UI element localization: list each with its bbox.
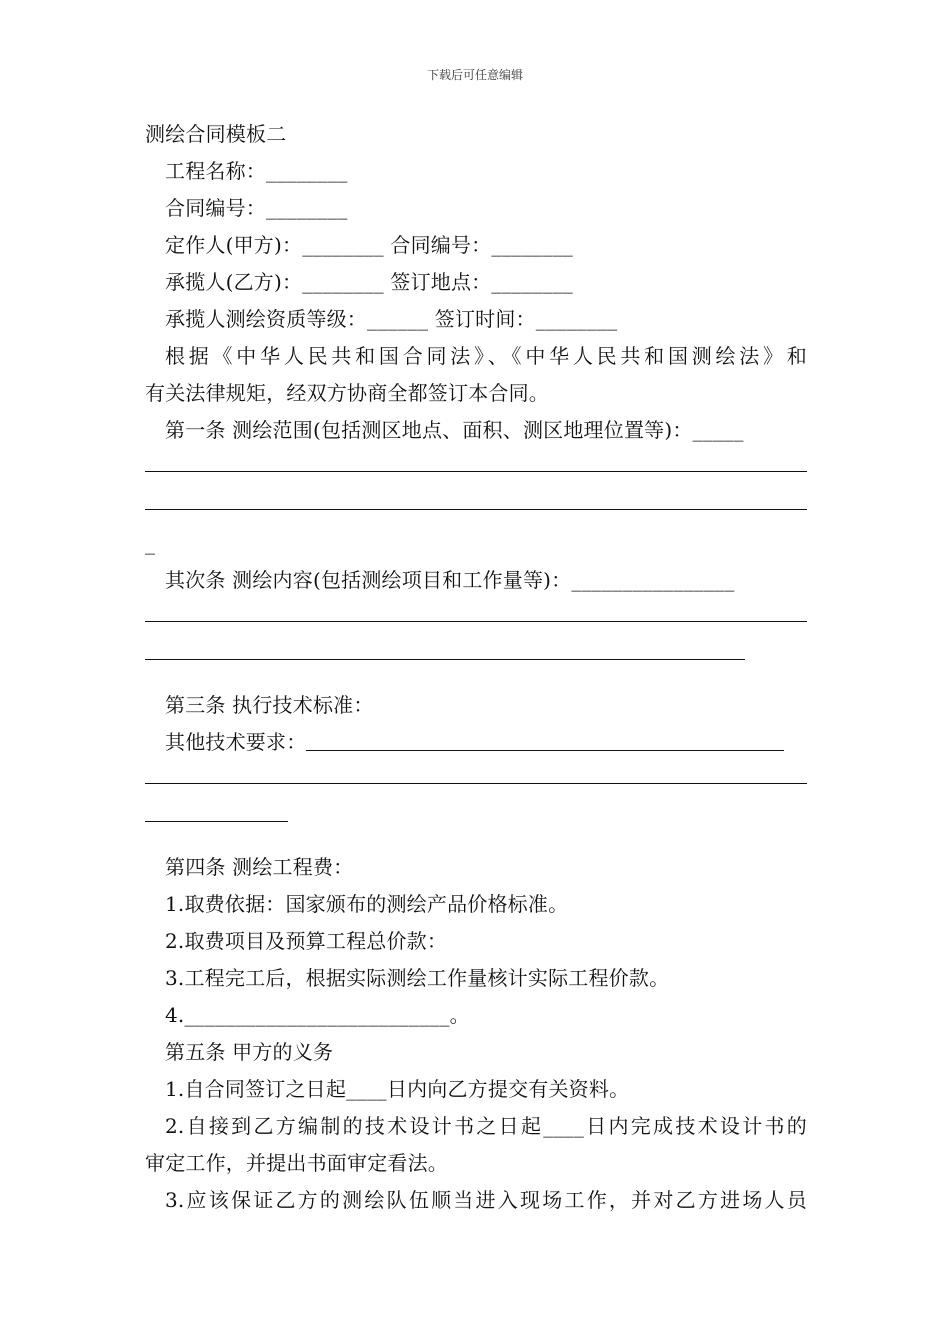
blank-rule	[145, 637, 745, 660]
blank-rule	[306, 724, 784, 751]
article-4-item-1: 1.取费依据：国家颁布的测绘产品价格标准。	[165, 892, 569, 916]
project-name-line: 工程名称：________	[165, 159, 348, 183]
document-body	[145, 116, 807, 1219]
party-a-line: 定作人(甲方)：________ 合同编号：________	[165, 233, 573, 257]
article-4-item-2: 2.取费项目及预算工程总价款：	[165, 929, 448, 953]
article-1-tail: _	[145, 531, 156, 555]
article-3: 第三条 执行技术标准：	[165, 693, 374, 717]
article-4-item-3: 3.工程完工后，根据实际测绘工作量核计实际工程价款。	[165, 966, 670, 990]
intro-line-2: 有关法律规矩，经双方协商全都签订本合同。	[145, 381, 549, 405]
article-5: 第五条 甲方的义务	[165, 1040, 334, 1064]
blank-rule	[145, 487, 807, 510]
blank-rule	[145, 599, 807, 622]
article-4: 第四条 测绘工程费：	[165, 855, 354, 879]
party-b-line: 承揽人(乙方)：________ 签订地点：________	[165, 270, 573, 294]
article-1: 第一条 测绘范围(包括测区地点、面积、测区地理位置等)：_____	[165, 418, 744, 442]
article-5-item-2a: 2.自接到乙方编制的技术设计书之日起____日内完成技术设计书的	[165, 1114, 807, 1138]
intro-line-1: 根据《中华人民共和国合同法》、《中华人民共和国测绘法》和	[165, 344, 807, 368]
other-requirements-line	[145, 724, 807, 761]
other-requirements-label: 其他技术要求：	[165, 730, 307, 754]
article-5-item-3: 3.应该保证乙方的测绘队伍顺当进入现场工作，并对乙方进场人员	[165, 1188, 807, 1212]
blank-rule	[145, 799, 288, 822]
header-note: 下载后可任意编辑	[426, 68, 523, 82]
qualification-line: 承揽人测绘资质等级：______ 签订时间：________	[165, 307, 618, 331]
article-5-item-1: 1.自合同签订之日起____日内向乙方提交有关资料。	[165, 1077, 630, 1101]
blank-rule	[145, 761, 807, 784]
contract-number-line: 合同编号：________	[165, 196, 348, 220]
article-2: 其次条 测绘内容(包括测绘项目和工作量等)：________________	[165, 568, 735, 592]
blank-rule	[145, 449, 807, 472]
article-5-item-2b: 审定工作，并提出书面审定看法。	[145, 1151, 448, 1175]
document-title: 测绘合同模板二	[145, 122, 287, 146]
article-4-item-4: 4.__________________________。	[165, 1003, 470, 1027]
